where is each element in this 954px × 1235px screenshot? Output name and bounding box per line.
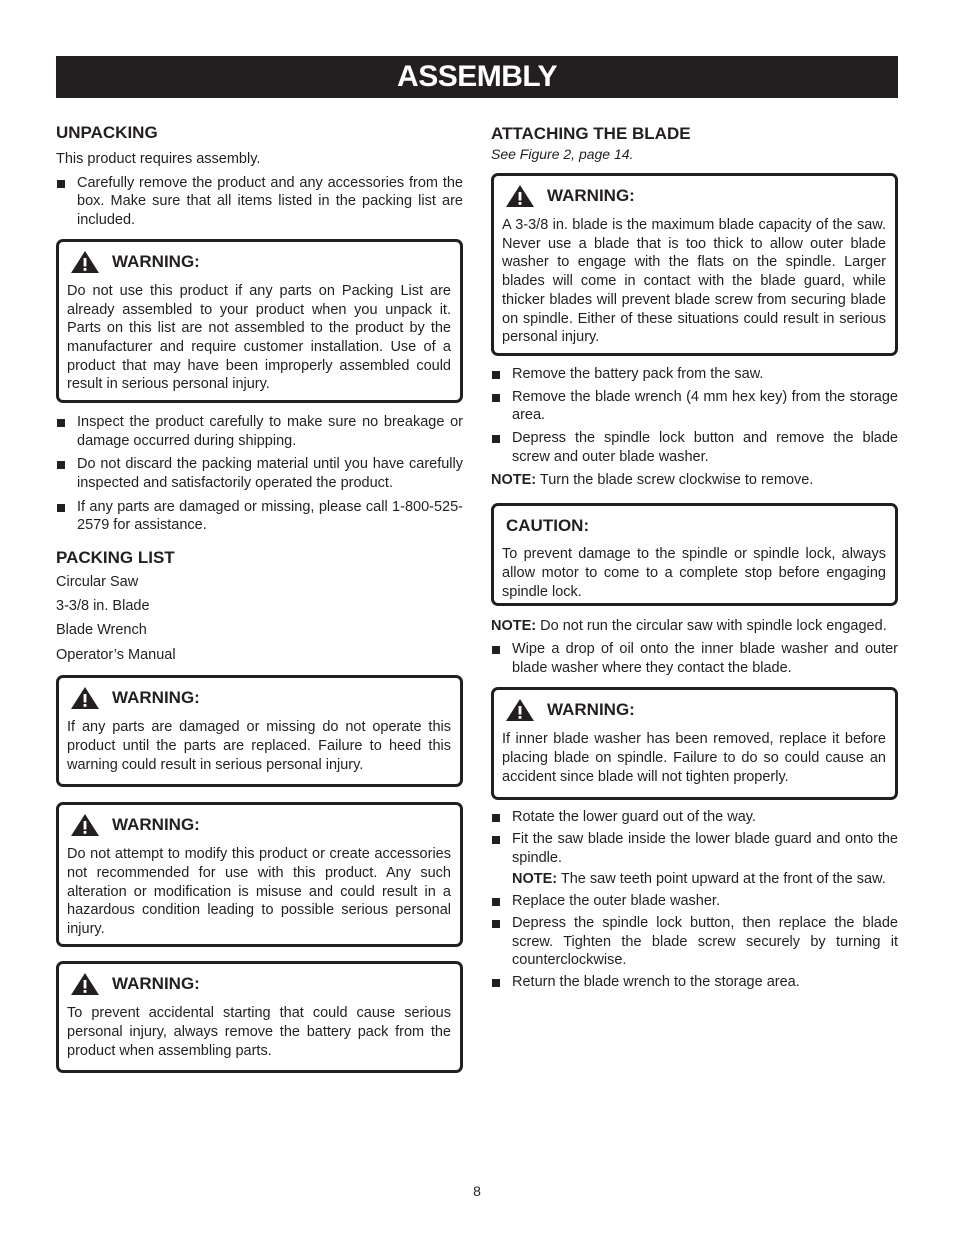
warning-header: [70, 250, 451, 274]
warning-label: WARNING:: [112, 688, 200, 708]
warning-triangle-icon: [70, 250, 100, 274]
square-bullet-icon: [492, 646, 500, 654]
square-bullet-icon: [492, 814, 500, 822]
packing-list-item: Blade Wrench: [56, 622, 147, 639]
list-item: Remove the blade wrench (4 mm hex key) from the storage area.: [491, 388, 898, 425]
packing-list: [56, 573, 463, 664]
list-item: Fit the saw blade inside the lower blade guard and onto the spindle.: [491, 830, 898, 867]
warning-triangle-icon: [70, 813, 100, 837]
unpacking-heading: UNPACKING: [56, 123, 158, 142]
attaching-list-3: [491, 808, 898, 867]
warning-text: Do not use this product if any parts on Packing List are already assembled to your product when you unpack it. Parts on this list are not assembled to the product by the manufacturer and require customer installation. Use of a product that may have been improperly assembled could result in serious personal injury.: [67, 282, 451, 393]
warning-box-battery: [56, 961, 463, 1073]
packing-list-item: Circular Saw: [56, 574, 139, 591]
note-spindle-lock: NOTE: Do not run the circular saw with spindle lock engaged.: [491, 618, 887, 635]
square-bullet-icon: [492, 394, 500, 402]
page-number: 8: [473, 1183, 481, 1199]
warning-box-inner-washer: [491, 687, 898, 800]
note-blade-screw: NOTE: Turn the blade screw clockwise to remove.: [491, 471, 814, 488]
square-bullet-icon: [57, 504, 65, 512]
warning-text: If inner blade washer has been removed, replace it before placing blade on spindle. Failure to do so could cause an accident since blade will not tighten properly.: [502, 731, 886, 785]
list-item: Replace the outer blade washer.: [491, 892, 898, 911]
list-item: Return the blade wrench to the storage area.: [491, 973, 898, 992]
warning-header: [70, 813, 451, 837]
warning-text: If any parts are damaged or missing do not operate this product until the parts are replaced. Failure to heed this warning could result in serious personal injury.: [67, 719, 451, 773]
warning-box-modify: [56, 802, 463, 947]
warning-triangle-icon: [505, 698, 535, 722]
square-bullet-icon: [57, 419, 65, 427]
figure-reference: See Figure 2, page 14.: [491, 146, 634, 162]
unpacking-list-1: [56, 174, 463, 230]
list-item: Rotate the lower guard out of the way.: [491, 808, 898, 827]
square-bullet-icon: [492, 836, 500, 844]
list-item: Wipe a drop of oil onto the inner blade washer and outer blade washer where they contact the blade.: [491, 640, 898, 677]
packing-list-heading: PACKING LIST: [56, 548, 175, 568]
warning-label: WARNING:: [112, 815, 200, 835]
caution-header: [506, 514, 886, 538]
caution-text: To prevent damage to the spindle or spindle lock, always allow motor to come to a complete stop before engaging spindle lock.: [502, 546, 886, 600]
unpacking-list-2: [56, 413, 463, 535]
warning-label: WARNING:: [547, 186, 635, 205]
warning-label: WARNING:: [547, 700, 635, 720]
list-item: Inspect the product carefully to make sure no breakage or damage occurred during shipping.: [56, 413, 463, 450]
list-item: Carefully remove the product and any accessories from the box. Make sure that all items listed in the packing list are included.: [56, 174, 463, 230]
attaching-list-4: [491, 892, 898, 992]
warning-header: [70, 972, 451, 996]
packing-list-item: Operator’s Manual: [56, 646, 176, 663]
attaching-list-2: [491, 640, 898, 677]
warning-header: [505, 184, 886, 208]
square-bullet-icon: [492, 979, 500, 987]
unpacking-intro: This product requires assembly.: [56, 151, 261, 167]
list-item: Depress the spindle lock button, then replace the blade screw. Tighten the blade screw securely by turning it counterclockwise.: [491, 914, 898, 970]
warning-box-damaged: [56, 675, 463, 787]
square-bullet-icon: [57, 180, 65, 188]
page-title: ASSEMBLY: [56, 56, 898, 98]
packing-list-item: 3-3/8 in. Blade: [56, 598, 150, 615]
warning-text: A 3-3/8 in. blade is the maximum blade capacity of the saw. Never use a blade that is too thick to allow outer blade washer to engage with the flats on the spindle. Larger blades will come in contact with the blade guard, while thicker blades will prevent blade screw from securing blade on spindle. Either of these situations could result in serious personal injury.: [502, 217, 886, 346]
caution-label: CAUTION:: [506, 516, 590, 536]
warning-text: To prevent accidental starting that could cause serious personal injury, always remove the battery pack from the product when assembling parts.: [67, 1005, 451, 1059]
warning-text: Do not attempt to modify this product or create accessories not recommended for use with this product. Any such alteration or modification is misuse and could result in a hazardous condition leading to possible serious personal injury.: [67, 846, 451, 938]
warning-triangle-icon: [70, 972, 100, 996]
list-item: If any parts are damaged or missing, please call 1-800-525-2579 for assistance.: [56, 498, 463, 535]
warning-box-blade-capacity: [491, 173, 898, 356]
attaching-list-1: [491, 365, 898, 467]
right-column: [491, 123, 898, 992]
square-bullet-icon: [492, 435, 500, 443]
warning-header: [505, 698, 886, 722]
warning-triangle-icon: [70, 686, 100, 710]
square-bullet-icon: [492, 920, 500, 928]
list-item: Do not discard the packing material until you have carefully inspected and satisfactorily operated the product.: [56, 455, 463, 492]
warning-triangle-icon: [505, 184, 535, 208]
square-bullet-icon: [492, 371, 500, 379]
warning-header: [70, 686, 451, 710]
warning-label: WARNING:: [112, 251, 200, 271]
note-saw-teeth: NOTE: The saw teeth point upward at the front of the saw.: [512, 871, 886, 888]
warning-label: WARNING:: [112, 974, 200, 994]
left-column: [56, 122, 463, 1073]
caution-box-spindle: [491, 503, 898, 606]
square-bullet-icon: [57, 461, 65, 469]
square-bullet-icon: [492, 898, 500, 906]
list-item: Remove the battery pack from the saw.: [491, 365, 898, 384]
attaching-heading: ATTACHING THE BLADE: [491, 124, 691, 143]
list-item: Depress the spindle lock button and remove the blade screw and outer blade washer.: [491, 429, 898, 466]
warning-box-packing: [56, 239, 463, 403]
